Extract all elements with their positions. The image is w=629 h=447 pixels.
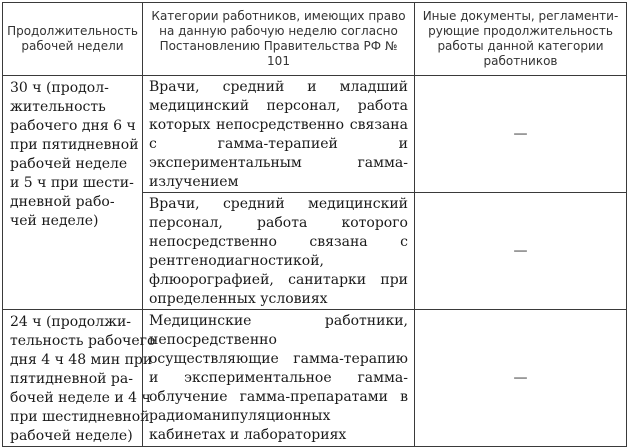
hours-line: рабочей неделе (10, 156, 128, 172)
table-row (3, 76, 627, 193)
hours-line: чей неделе) (10, 213, 99, 229)
hours-line: рабочей неделе) (10, 428, 133, 444)
hours-line: тельность рабочего (10, 333, 156, 349)
category-cell (143, 310, 415, 447)
header-work-week: Продолжительность рабочей недели (3, 3, 143, 76)
hours-line: рабочего дня 6 ч (10, 118, 136, 134)
category-text: Врачи, средний медицинский персонал, работа которого непосредственно связана с рентгенодиагностикой, флюорографией, санитарки при определенных условиях (149, 196, 408, 307)
hours-line: пятидневной ра- (10, 371, 133, 387)
other-documents-cell: — (415, 193, 627, 310)
hours-line: при шестидневной (10, 409, 150, 425)
other-documents-cell: — (415, 310, 627, 447)
hours-line: при пятидневной (10, 137, 139, 153)
hours-cell-24 (3, 310, 156, 447)
category-text: Врачи, средний и младший медицинский персонал, работа которых непосредственно связана с гамма-терапией и экспериментальным гамма-излучением (149, 79, 408, 190)
hours-line: и 5 ч при шести- (10, 175, 134, 191)
category-cell (143, 76, 415, 193)
hours-line: жительность (10, 99, 106, 115)
category-cell (143, 193, 415, 310)
table-row (3, 310, 627, 447)
hours-line: бочей неделе и 4 ч (10, 390, 151, 406)
hours-line: 24 ч (продолжи- (10, 314, 132, 330)
other-documents-cell: — (415, 76, 627, 193)
table-header-row (3, 3, 627, 76)
hours-line: дня 4 ч 48 мин при (10, 352, 153, 368)
category-text: Медицинские работники, непосредственно осуществляющие гамма-терапию и экспериментальное гамма-облучение гамма-препаратами в радиоманипуляционных кабинетах и лабораториях (149, 313, 408, 443)
header-other-documents: Иные документы, регламенти-рующие продолжительность работы данной категории работников (415, 3, 627, 76)
hours-cell-30 (3, 76, 143, 310)
work-week-table (2, 2, 627, 447)
hours-line: дневной рабо- (10, 194, 115, 210)
hours-line: 30 ч (продол- (10, 80, 109, 96)
header-worker-categories: Категории работников, имеющих право на данную рабочую неделю согласно Постановлению Правительства РФ № 101 (143, 3, 415, 76)
